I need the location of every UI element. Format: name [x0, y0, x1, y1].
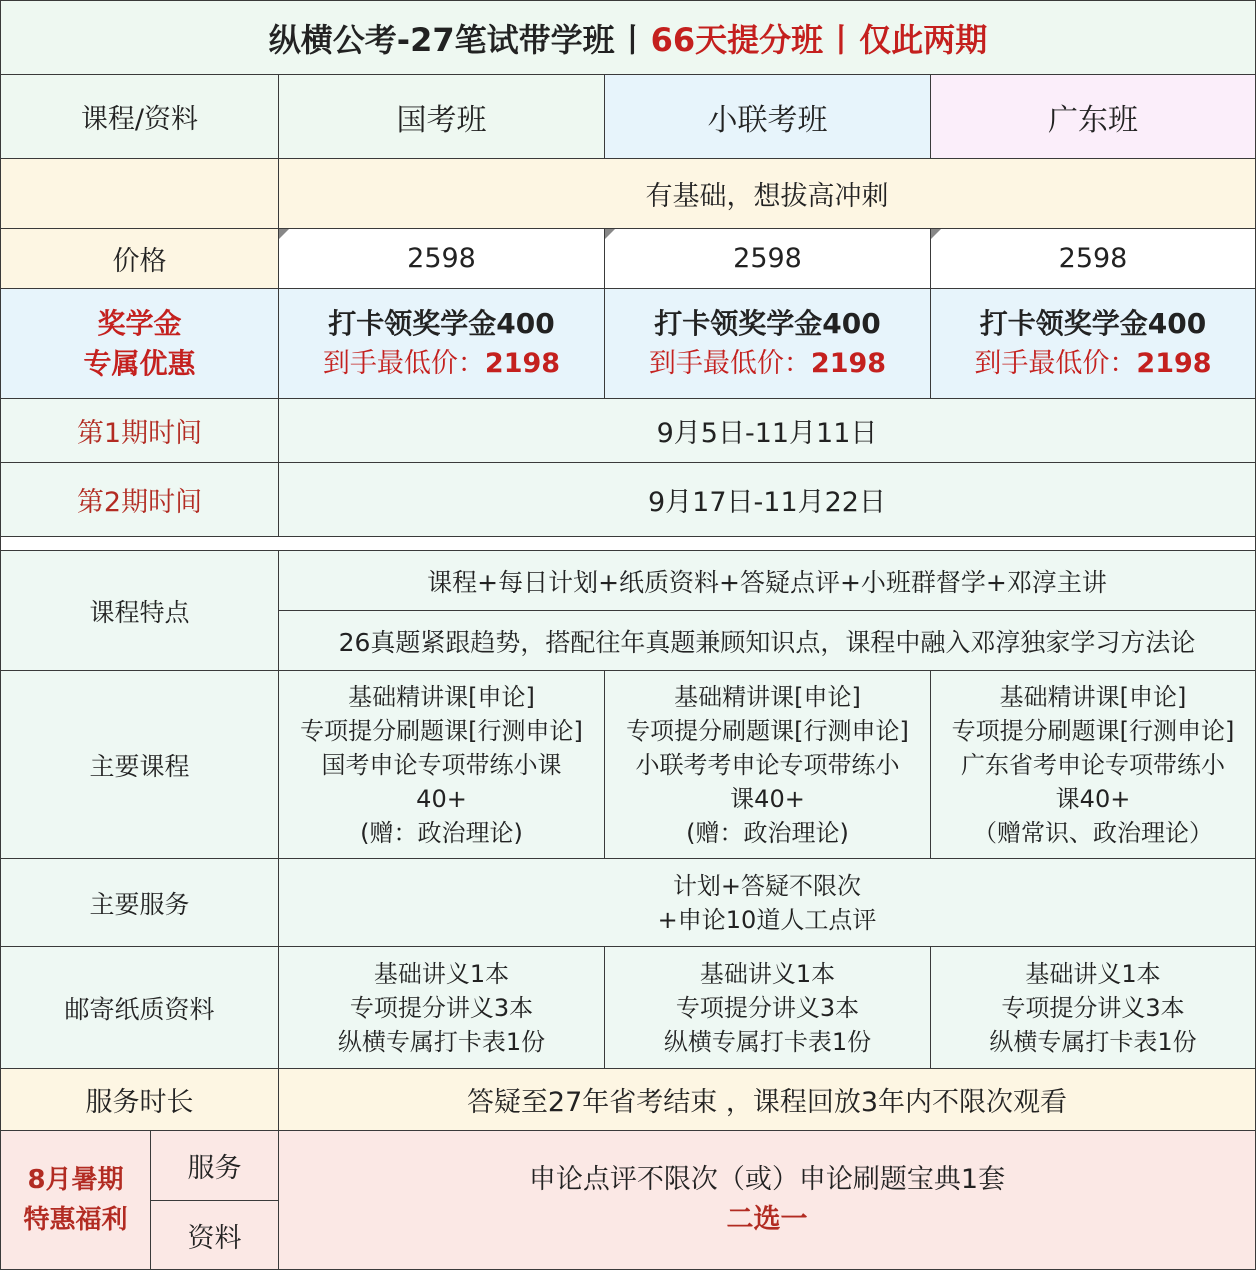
- header-col-guokao-text: 国考班: [396, 102, 487, 138]
- main-services-line2: +申论10道人工点评: [657, 905, 877, 934]
- august-benefits-label: [1, 1131, 151, 1269]
- duration-label-text: 服务时长: [85, 1087, 194, 1118]
- period1-value-text: 9月5日-11月11日: [656, 418, 878, 449]
- price-label: [1, 229, 279, 289]
- table-title: [1, 1, 1255, 75]
- course-line: 课40+: [730, 784, 805, 813]
- material-line: 纵横专属打卡表1份: [663, 1027, 872, 1056]
- materials-label: [1, 947, 279, 1069]
- scholarship-cell: [605, 289, 931, 399]
- period1-label: [1, 399, 279, 463]
- lowest-price-value: 2198: [1136, 347, 1212, 379]
- scholarship-label-line1: 奖学金: [97, 306, 182, 340]
- course-line: 广东省考申论专项带练小: [961, 750, 1225, 779]
- title-separator: 丨: [825, 20, 858, 59]
- scholarship-cell: [931, 289, 1255, 399]
- price-label-text: 价格: [112, 246, 167, 277]
- course-line: (赠：政治理论): [360, 818, 523, 847]
- comment-marker: [931, 229, 941, 239]
- header-col-xiaolian-text: 小联考班: [707, 102, 828, 138]
- materials-cell: [605, 947, 931, 1069]
- duration-label: [1, 1069, 279, 1131]
- title-main: 纵横公考-27笔试带学班: [268, 20, 615, 59]
- august-sub-materials: [151, 1201, 279, 1269]
- lowest-price: [323, 344, 560, 384]
- period2-label: [1, 463, 279, 537]
- august-benefit-line1: 申论点评不限次（或）申论刷题宝典1套: [528, 1164, 1006, 1195]
- lowest-price: [974, 344, 1211, 384]
- header-label-text: 课程/资料: [80, 104, 199, 135]
- main-services-label-text: 主要服务: [89, 889, 190, 919]
- period2-value: [279, 463, 1255, 537]
- header-col-guangdong: [931, 75, 1255, 159]
- material-line: 基础讲义1本: [373, 959, 510, 988]
- main-courses-cell: [279, 671, 605, 859]
- title-highlight-two-periods: 仅此两期: [859, 20, 988, 59]
- main-courses-label: [1, 671, 279, 859]
- header-col-guokao: [279, 75, 605, 159]
- scholarship-label: [1, 289, 279, 399]
- lowest-price-label: 到手最低价：: [974, 347, 1137, 379]
- scholarship-cell: [279, 289, 605, 399]
- materials-label-text: 邮寄纸质资料: [64, 994, 215, 1024]
- header-col-guangdong-text: 广东班: [1048, 102, 1138, 138]
- august-benefit-choose-one: 二选一: [726, 1204, 808, 1235]
- material-line: 专项提分讲义3本: [1001, 993, 1185, 1022]
- duration-value-text: 答疑至27年省考结束 ，课程回放3年内不限次观看: [466, 1087, 1068, 1118]
- main-courses-label-text: 主要课程: [89, 751, 190, 781]
- title-separator: 丨: [616, 20, 649, 59]
- lowest-price: [649, 344, 886, 384]
- price-cell: [279, 229, 605, 289]
- scholarship-label-line2: 专属优惠: [83, 346, 196, 380]
- period1-label-text: 第1期时间: [76, 418, 203, 449]
- course-line: 专项提分刷题课[行测申论]: [626, 716, 909, 745]
- lowest-price-label: 到手最低价：: [322, 347, 485, 379]
- features-line1: [279, 551, 1255, 611]
- main-courses-cell: [931, 671, 1255, 859]
- period2-label-text: 第2期时间: [76, 487, 203, 518]
- course-line: 基础精讲课[申论]: [999, 682, 1187, 711]
- price-cell: [605, 229, 931, 289]
- material-line: 纵横专属打卡表1份: [989, 1027, 1197, 1056]
- target-row: [279, 159, 1255, 229]
- course-line: 40+: [416, 784, 467, 813]
- scholarship-offer: 打卡领奖学金400: [328, 306, 555, 340]
- course-line: 专项提分刷题课[行测申论]: [300, 716, 583, 745]
- comment-marker: [279, 229, 289, 239]
- header-label: [1, 75, 279, 159]
- course-line: 国考申论专项带练小课: [321, 750, 562, 779]
- material-line: 基础讲义1本: [1025, 959, 1161, 988]
- period1-value: [279, 399, 1255, 463]
- materials-cell: [931, 947, 1255, 1069]
- august-sub-service: [151, 1131, 279, 1201]
- august-label-line1: 8月暑期: [27, 1165, 124, 1195]
- target-label-empty: [1, 159, 279, 229]
- features-label: [1, 551, 279, 671]
- lowest-price-value: 2198: [810, 347, 887, 379]
- price-value: 2598: [407, 243, 476, 274]
- comment-marker: [605, 229, 615, 239]
- course-line: （赠常识、政治理论）: [973, 818, 1213, 847]
- material-line: 纵横专属打卡表1份: [337, 1027, 546, 1056]
- main-services-label: [1, 859, 279, 947]
- lowest-price-value: 2198: [484, 347, 561, 379]
- august-label-line2: 特惠福利: [23, 1205, 128, 1235]
- material-line: 基础讲义1本: [699, 959, 836, 988]
- spacer-row: [1, 537, 1255, 551]
- august-benefits-value: [279, 1131, 1255, 1269]
- duration-value: [279, 1069, 1255, 1131]
- material-line: 专项提分讲义3本: [349, 993, 534, 1022]
- price-value: 2598: [1058, 243, 1128, 274]
- course-line: 基础精讲课[申论]: [674, 682, 861, 711]
- target-row-text: 有基础，想拔高冲刺: [645, 181, 889, 212]
- lowest-price-label: 到手最低价：: [648, 347, 811, 379]
- header-col-xiaolian: [605, 75, 931, 159]
- course-line: 小联考考申论专项带练小: [635, 750, 900, 779]
- course-line: 课40+: [1055, 784, 1131, 813]
- main-services-value: [279, 859, 1255, 947]
- course-line: (赠：政治理论): [686, 818, 849, 847]
- price-cell: [931, 229, 1255, 289]
- features-line2-text: 26真题紧跟趋势，搭配往年真题兼顾知识点，课程中融入邓淳独家学习方法论: [338, 627, 1196, 657]
- august-sub-materials-text: 资料: [187, 1222, 242, 1254]
- title-highlight-66days: 66天提分班: [650, 20, 824, 59]
- price-value: 2598: [733, 243, 802, 274]
- materials-cell: [279, 947, 605, 1069]
- main-courses-cell: [605, 671, 931, 859]
- scholarship-offer: 打卡领奖学金400: [979, 306, 1207, 340]
- features-label-text: 课程特点: [89, 597, 190, 627]
- main-services-line1: 计划+答疑不限次: [672, 871, 862, 900]
- features-line1-text: 课程+每日计划+纸质资料+答疑点评+小班群督学+邓淳主讲: [427, 567, 1107, 597]
- material-line: 专项提分讲义3本: [675, 993, 860, 1022]
- features-line2: [279, 611, 1255, 671]
- course-line: 专项提分刷题课[行测申论]: [951, 716, 1235, 745]
- course-line: 基础精讲课[申论]: [348, 682, 535, 711]
- scholarship-offer: 打卡领奖学金400: [654, 306, 881, 340]
- august-sub-service-text: 服务: [187, 1153, 242, 1184]
- period2-value-text: 9月17日-11月22日: [648, 487, 886, 518]
